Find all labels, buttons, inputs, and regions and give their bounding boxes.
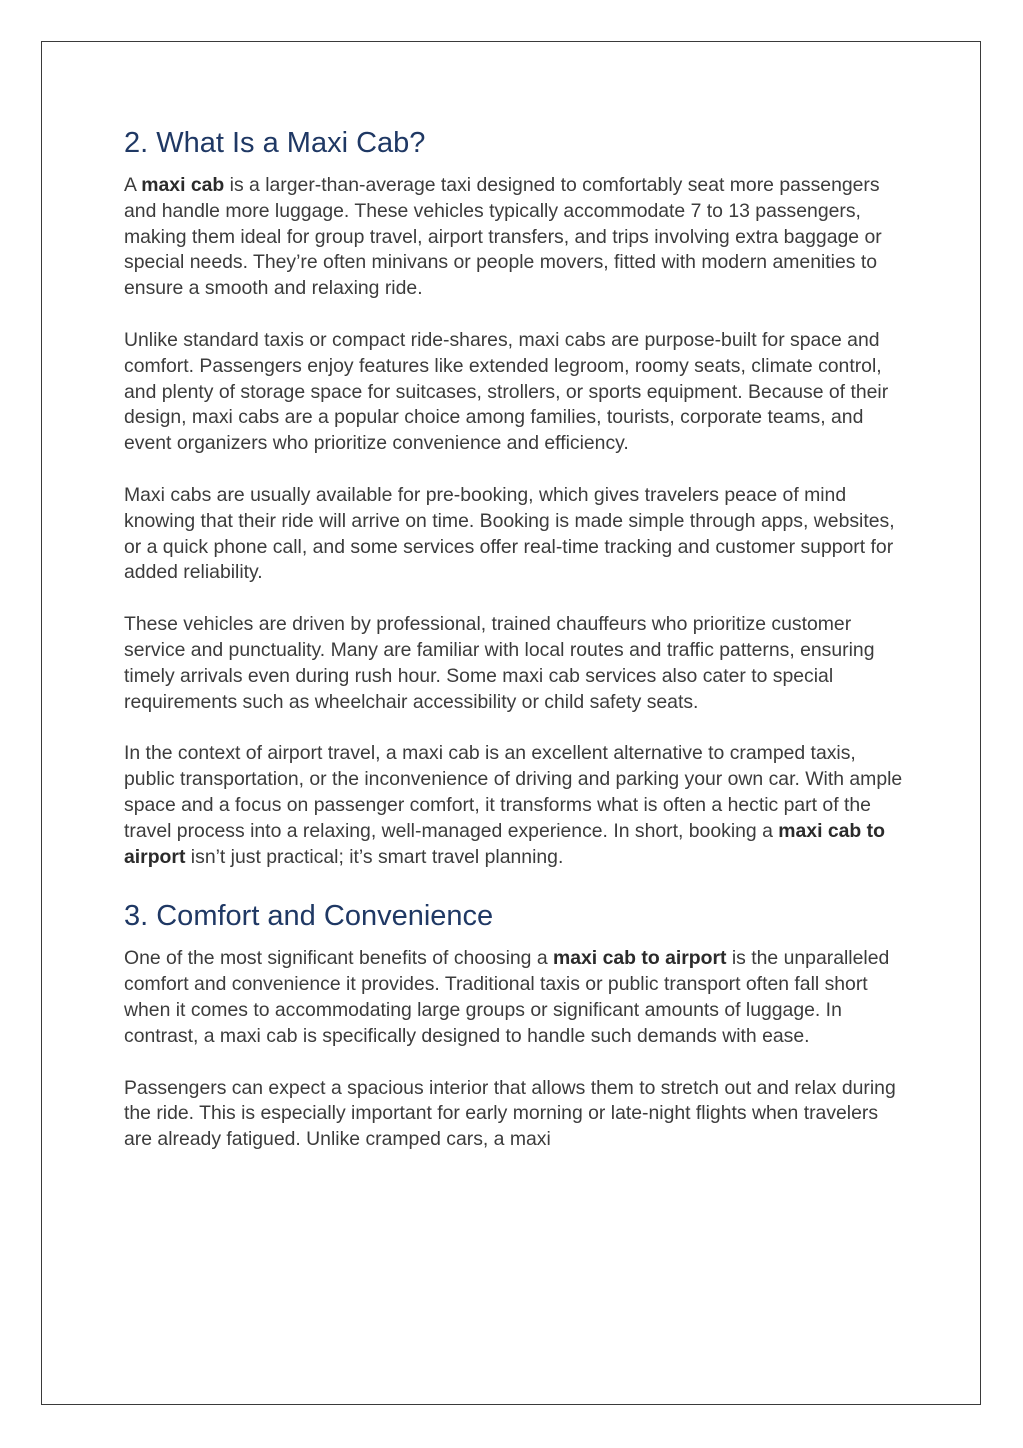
section-heading-what-is-maxi-cab: 2. What Is a Maxi Cab? [124, 127, 426, 159]
text-run: isn’t just practical; it’s smart travel planning. [185, 845, 564, 868]
paragraph [124, 946, 904, 1049]
paragraph: Unlike standard taxis or compact ride-shares, maxi cabs are purpose-built for space and comfort. Passengers enjoy features like extended legroom, roomy seats, climate control, and plenty of storage space for suitcases, strollers, or sports equipment. Because of their design, maxi cabs are a popular choice among families, tourists, corporate teams, and event organizers who prioritize convenience and efficiency. [124, 328, 889, 455]
text-run: is the unparalleled comfort and convenience it provides. Traditional taxis or public transport often fall short when it comes to accommodating large groups or significant amounts of luggage. In contrast, a maxi cab is specifically designed to handle such demands with ease. [124, 947, 890, 1047]
text-run: In the context of airport travel, a maxi cab is an excellent alternative to cramped taxis, public transportation, or the inconvenience of driving and parking your own car. With ample space and a focus on passenger comfort, it transforms what is often a hectic part of the travel process into a relaxing, well-managed experience. In short, booking a [124, 742, 903, 842]
bold-term: maxi cab to airport [553, 947, 727, 970]
section-heading-comfort-convenience: 3. Comfort and Convenience [124, 900, 494, 933]
bold-term: maxi cab to airport [124, 819, 885, 868]
bold-term: maxi cab [141, 174, 225, 196]
text-run: A [124, 174, 142, 196]
paragraph [124, 741, 904, 870]
text-run: is a larger-than-average taxi designed to comfortably seat more passengers and handle more luggage. These vehicles typically accommodate 7 to 13 passengers, making them ideal for group travel, airport transfers, and trips involving extra baggage or special needs. They’re often minivans or people movers, fitted with modern amenities to ensure a smooth and relaxing ride. [124, 174, 882, 300]
paragraph: Passengers can expect a spacious interior that allows them to stretch out and relax during the ride. This is especially important for early morning or late-night flights when travelers are already fatigued. Unlike cramped cars, a maxi [124, 1076, 896, 1151]
paragraph [124, 173, 904, 302]
document-body [124, 125, 904, 1179]
text-run: One of the most significant benefits of choosing a [124, 947, 553, 970]
paragraph: These vehicles are driven by professional, trained chauffeurs who prioritize customer service and punctuality. Many are familiar with local routes and traffic patterns, ensuring timely arrivals even during rush hour. Some maxi cab services also cater to special requirements such as wheelchair accessibility or child safety seats. [124, 613, 875, 713]
paragraph: Maxi cabs are usually available for pre-booking, which gives travelers peace of mind knowing that their ride will arrive on time. Booking is made simple through apps, websites, or a quick phone call, and some services offer real-time tracking and customer support for added reliability. [124, 483, 895, 584]
